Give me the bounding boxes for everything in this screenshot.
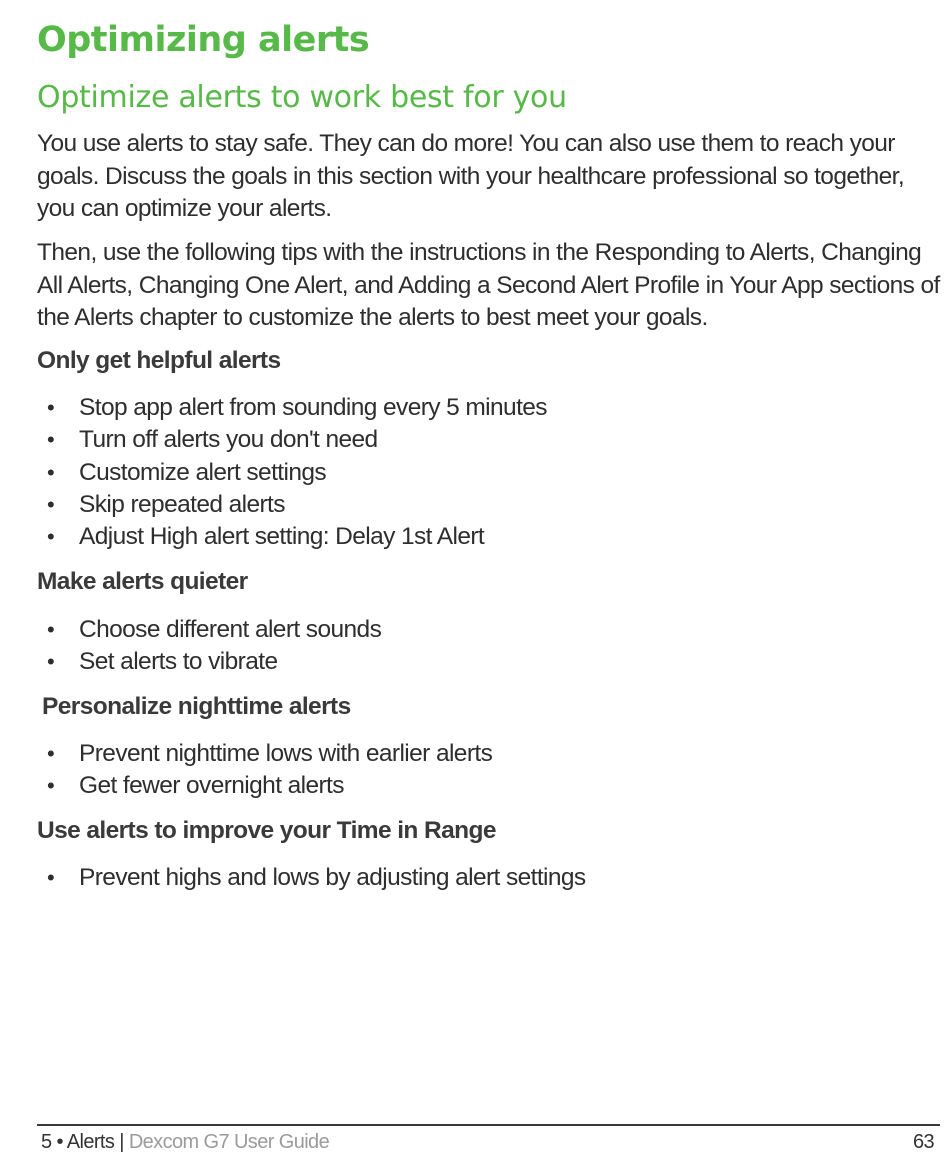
page-subtitle: Optimize alerts to work best for you [37, 80, 567, 115]
document-page [37, 0, 942, 1157]
bullet-list-helpful-alerts [37, 392, 547, 553]
list-item-text: Prevent nighttime lows with earlier alerts [79, 740, 493, 767]
list-item-text: Get fewer overnight alerts [79, 772, 344, 800]
footer-separator: | [119, 1131, 124, 1153]
list-item-text: Prevent highs and lows by adjusting alert settings [79, 864, 586, 891]
footer-divider [37, 1124, 940, 1126]
bullet-list-nighttime-alerts [37, 738, 492, 803]
page-footer [41, 1131, 940, 1154]
list-item-text: Set alerts to vibrate [79, 648, 278, 676]
list-item-text: Customize alert settings [79, 458, 327, 486]
footer-guide-title: Dexcom G7 User Guide [128, 1131, 330, 1153]
intro-paragraph: You use alerts to stay safe. They can do more! You can also use them to reach your goals. Discuss the goals in this section with your healthcare professional so together, you can optimize your alerts. [37, 130, 905, 222]
bullet-list-time-in-range [37, 862, 586, 894]
list-item [37, 646, 381, 678]
list-item-text: Turn off alerts you don't need [79, 426, 378, 454]
list-item [37, 770, 492, 802]
section-heading-helpful-alerts: Only get helpful alerts [37, 347, 281, 374]
bullet-icon: • [47, 459, 55, 485]
list-item [37, 489, 547, 521]
list-item [37, 614, 381, 646]
bullet-icon: • [47, 865, 55, 890]
bullet-icon: • [47, 649, 55, 675]
list-item-text: Adjust High alert setting: Delay 1st Alert [79, 523, 485, 551]
bullet-icon: • [47, 741, 55, 766]
bullet-icon: • [47, 773, 55, 799]
list-item [37, 424, 547, 456]
footer-chapter: 5 • Alerts [41, 1131, 115, 1153]
section-heading-time-in-range: Use alerts to improve your Time in Range [37, 817, 496, 844]
list-item-text: Skip repeated alerts [79, 490, 285, 518]
section-heading-quieter-alerts: Make alerts quieter [37, 568, 248, 595]
instructions-paragraph: Then, use the following tips with the instructions in the Responding to Alerts, Changing All Alerts, Changing One Alert, and Adding a Second Alert Profile in Your App sections of the Alerts chapter to customize the alerts to best meet your goals. [37, 239, 940, 331]
page-title: Optimizing alerts [37, 20, 370, 60]
list-item [37, 392, 547, 424]
bullet-icon: • [47, 491, 55, 517]
bullet-icon: • [47, 524, 55, 550]
bullet-list-quieter-alerts [37, 614, 381, 679]
section-heading-nighttime-alerts: Personalize nighttime alerts [42, 693, 351, 720]
list-item-text: Stop app alert from sounding every 5 minutes [79, 394, 547, 421]
list-item [37, 738, 492, 770]
list-item [37, 457, 547, 489]
page-number: 63 [912, 1131, 934, 1153]
list-item-text: Choose different alert sounds [79, 616, 382, 643]
list-item [37, 862, 586, 894]
list-item [37, 521, 547, 553]
bullet-icon: • [47, 395, 55, 420]
bullet-icon: • [47, 427, 55, 453]
bullet-icon: • [47, 617, 55, 642]
